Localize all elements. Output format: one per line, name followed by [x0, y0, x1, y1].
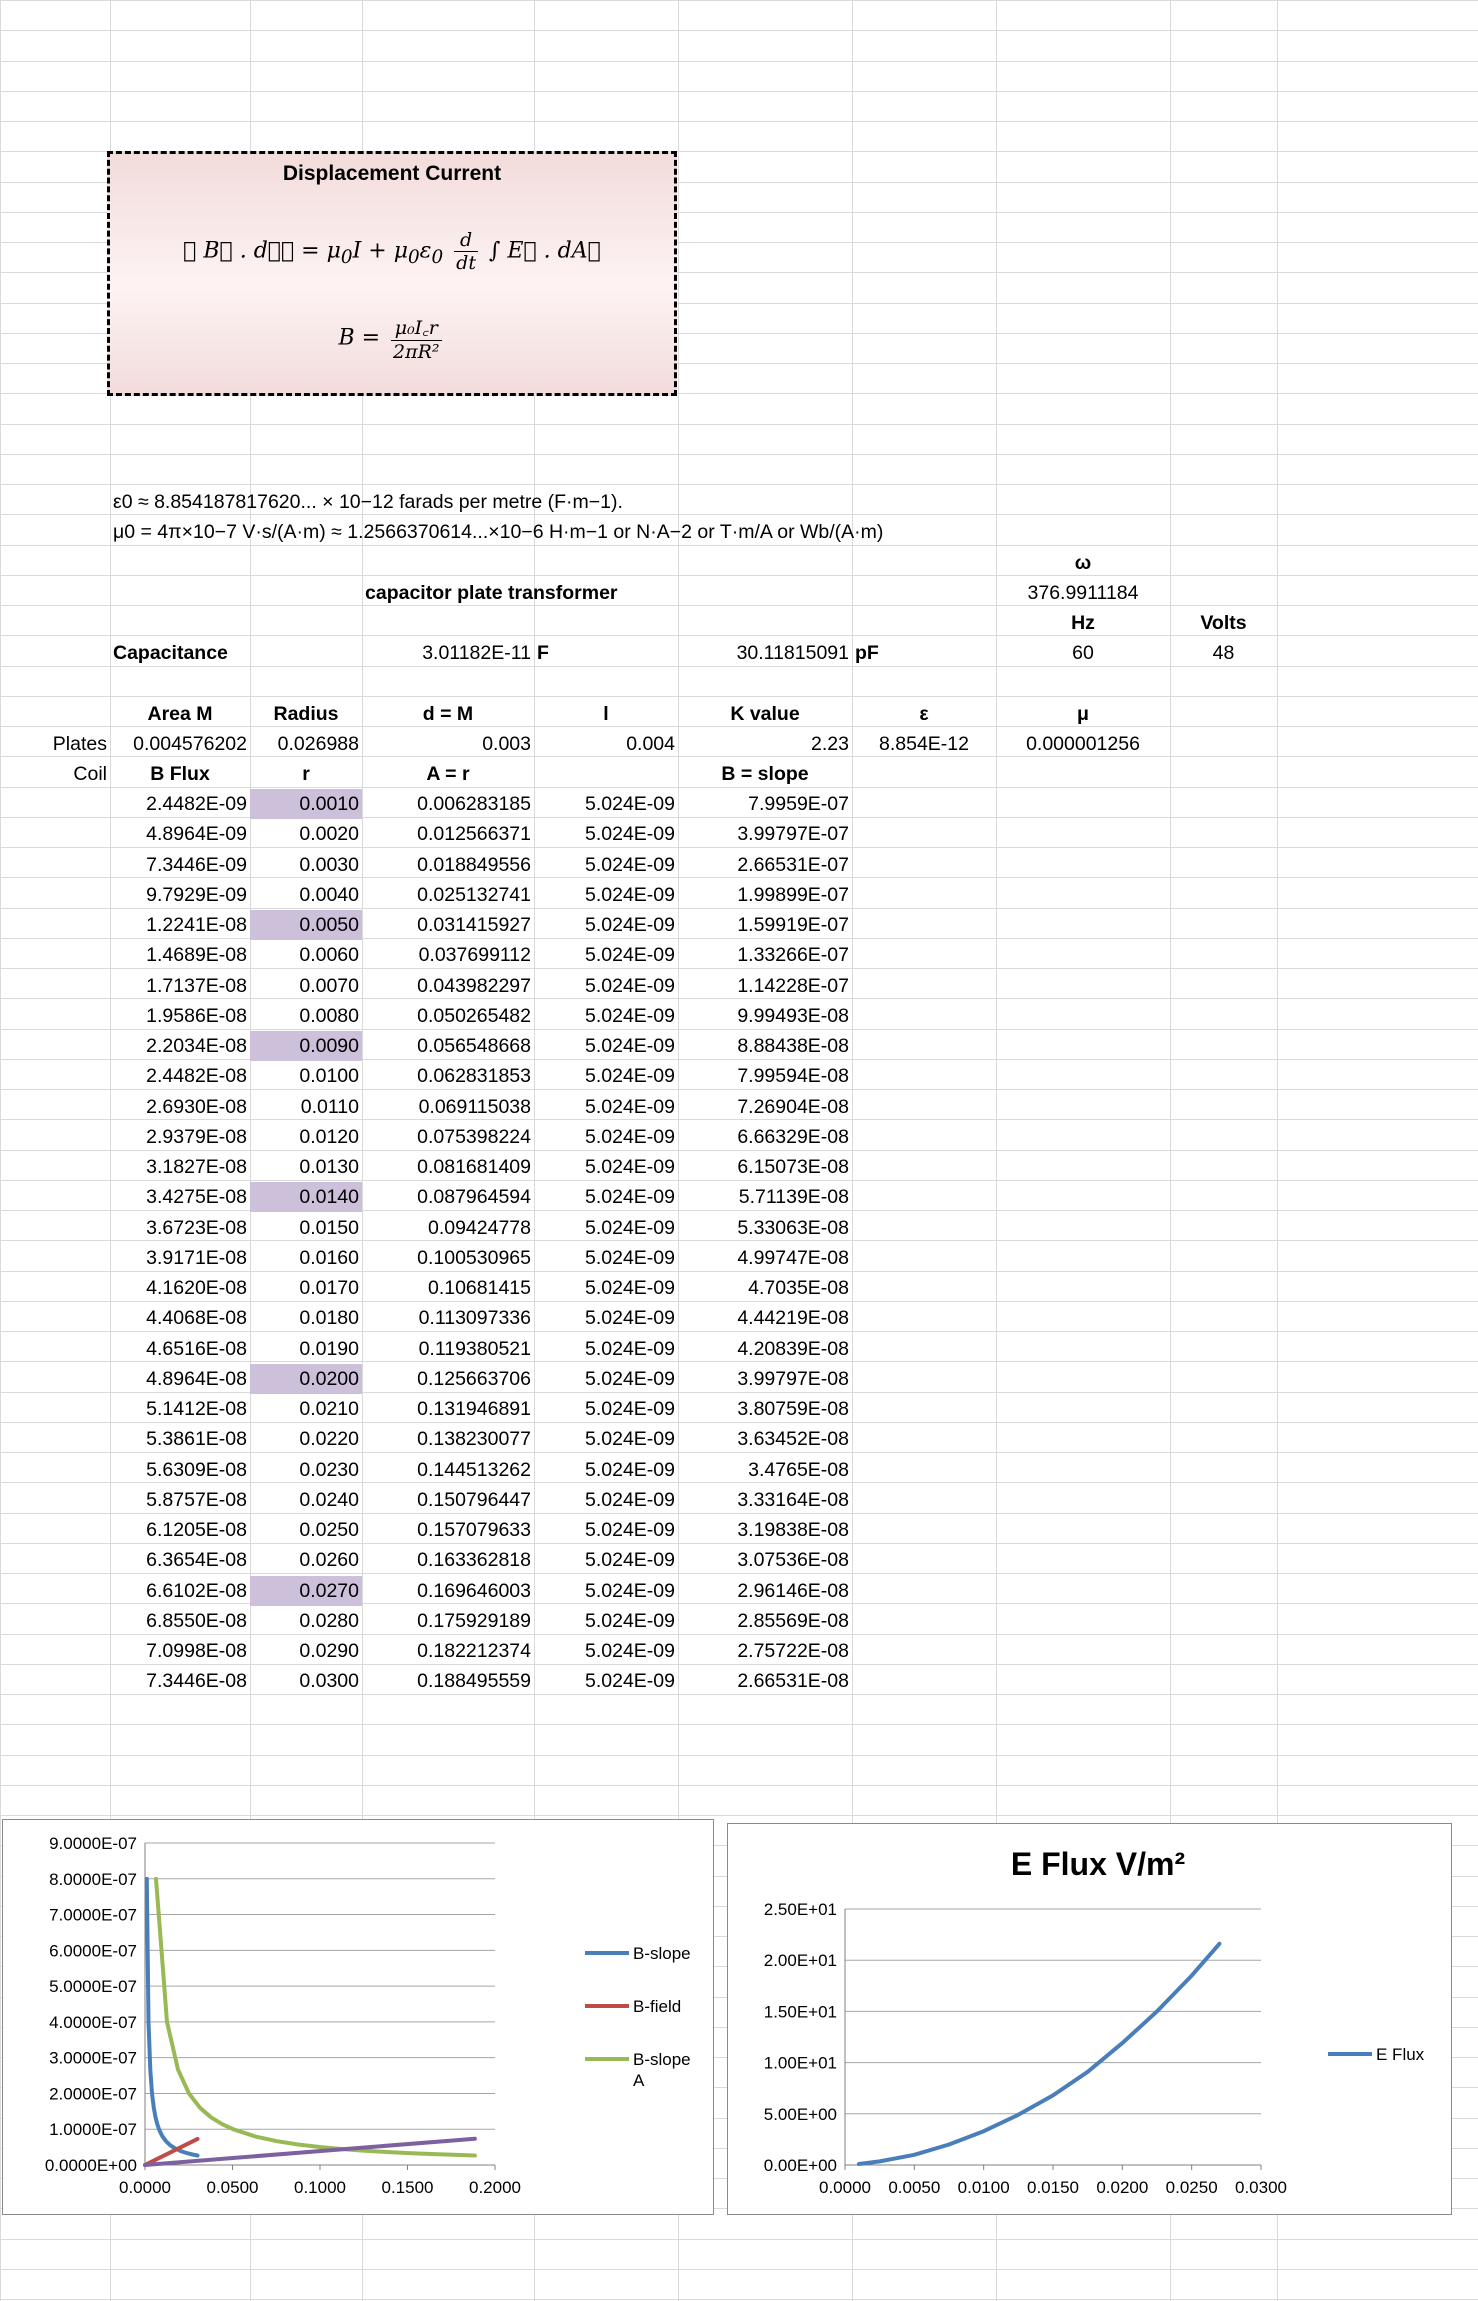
table-cell[interactable]: 4.6516E-08 [146, 1337, 247, 1360]
y-tick-label: 1.50E+01 [763, 2002, 837, 2022]
table-cell[interactable]: 0.0240 [299, 1488, 359, 1511]
eq2-left: B = [338, 325, 381, 351]
omega-label[interactable]: ω [1074, 552, 1092, 574]
table-cell[interactable]: 7.9959E-07 [748, 793, 849, 815]
plates-mu[interactable]: 0.000001256 [1026, 733, 1140, 755]
table-cell[interactable]: 5.024E-09 [585, 1609, 675, 1632]
table-cell[interactable]: 5.024E-09 [585, 1519, 675, 1541]
table-cell[interactable]: 0.131946891 [417, 1398, 531, 1420]
table-cell[interactable]: 5.024E-09 [585, 1035, 675, 1057]
table-cell[interactable]: 2.4482E-09 [146, 793, 247, 815]
table-cell[interactable]: 5.024E-09 [585, 1186, 675, 1209]
y-tick-label: 2.50E+01 [763, 1900, 837, 1919]
eq1-left: ∮ B⃗ . dℓ⃗ = μ [183, 238, 341, 264]
x-tick-label: 0.0250 [1165, 2178, 1218, 2197]
table-cell[interactable]: 5.8757E-08 [146, 1488, 247, 1511]
table-cell[interactable]: 0.069115038 [418, 1095, 531, 1118]
table-cell[interactable]: 4.8964E-08 [146, 1367, 247, 1390]
volts-label[interactable]: Volts [1200, 612, 1247, 634]
table-cell[interactable]: 0.100530965 [417, 1246, 531, 1269]
table-cell[interactable]: 2.2034E-08 [146, 1035, 247, 1057]
formula-textbox[interactable] [107, 151, 677, 396]
x-tick-label: 0.0050 [888, 2178, 941, 2197]
table-cell[interactable]: 2.96146E-08 [737, 1579, 849, 1602]
volts-value[interactable]: 48 [1212, 642, 1235, 664]
table-cell[interactable]: 5.024E-09 [585, 1095, 675, 1118]
chart-e-flux[interactable] [727, 1823, 1452, 2215]
table-cell[interactable]: 9.7929E-09 [146, 883, 247, 906]
table-cell[interactable]: 1.99899E-07 [737, 883, 849, 906]
table-cell[interactable]: 4.8964E-09 [146, 823, 247, 846]
table-cell[interactable]: 5.024E-09 [585, 853, 675, 876]
table-cell[interactable]: 0.075398224 [417, 1125, 531, 1148]
table-cell[interactable]: 0.081681409 [417, 1156, 531, 1178]
eq2-num: μ₀I꜀r [391, 314, 442, 341]
legend-label: B-field [633, 1997, 682, 2016]
col-k-header[interactable]: K value [730, 703, 800, 725]
col-bslope-header[interactable]: B = slope [721, 763, 809, 785]
table-cell[interactable]: 0.0100 [299, 1065, 359, 1088]
x-tick-label: 0.1000 [294, 2178, 346, 2197]
table-cell[interactable]: 0.169646003 [417, 1579, 531, 1602]
hz-value[interactable]: 60 [1072, 642, 1094, 664]
mu0-note[interactable]: μ0 = 4π×10−7 V·s/(A·m) ≈ 1.2566370614...×10−6 H·m−1 or N·A−2 or T·m/A or Wb/(A·m) [113, 521, 884, 543]
col-a-header[interactable]: A = r [426, 763, 470, 785]
table-cell[interactable]: 0.0130 [299, 1156, 359, 1178]
capacitance-unit[interactable]: F [537, 642, 549, 664]
table-cell[interactable]: 0.144513262 [417, 1458, 531, 1481]
table-cell[interactable]: 5.1412E-08 [146, 1398, 247, 1420]
eq1-right: ∫ E⃗ . dA⃗ [488, 238, 601, 264]
y-tick-label: 6.0000E-07 [49, 1941, 137, 1961]
table-cell[interactable]: 7.3446E-09 [146, 853, 247, 876]
col-bflux-header[interactable]: B Flux [150, 763, 210, 785]
x-tick-label: 0.1500 [381, 2178, 434, 2197]
x-tick-label: 0.0000 [119, 2178, 171, 2197]
table-cell[interactable]: 0.0040 [299, 883, 359, 906]
table-cell[interactable]: 0.0080 [299, 1004, 359, 1027]
series-line-0[interactable] [859, 1944, 1220, 2164]
table-cell[interactable]: 5.024E-09 [585, 944, 675, 967]
table-cell[interactable]: 0.113097336 [418, 1307, 531, 1330]
table-cell[interactable]: 0.125663706 [417, 1367, 531, 1390]
table-cell[interactable]: 2.75722E-08 [737, 1640, 849, 1662]
table-cell[interactable]: 0.0220 [299, 1428, 359, 1451]
table-cell[interactable]: 0.0050 [250, 910, 362, 940]
eq1-eps: ε [419, 238, 432, 264]
table-cell[interactable]: 4.7035E-08 [748, 1277, 849, 1299]
table-cell[interactable]: 4.1620E-08 [146, 1277, 247, 1299]
table-cell[interactable]: 5.024E-09 [585, 1004, 675, 1027]
table-cell[interactable]: 3.4765E-08 [748, 1458, 849, 1481]
table-cell[interactable]: 0.031415927 [417, 914, 531, 936]
table-cell[interactable]: 3.99797E-07 [737, 823, 849, 846]
table-cell[interactable]: 4.44219E-08 [737, 1307, 849, 1330]
hz-label[interactable]: Hz [1071, 612, 1095, 634]
eq2-fraction [391, 314, 442, 363]
plates-l[interactable]: 0.004 [626, 733, 675, 755]
table-cell[interactable]: 3.4275E-08 [146, 1186, 247, 1209]
x-tick-label: 0.0150 [1027, 2178, 1079, 2197]
table-cell[interactable]: 0.043982297 [417, 974, 531, 997]
table-cell[interactable]: 4.4068E-08 [146, 1307, 247, 1330]
legend-label: B-slope [633, 1944, 691, 1963]
col-epsilon-header[interactable]: ε [919, 703, 929, 725]
formula-title: Displacement Current [282, 162, 502, 185]
col-l-header[interactable]: l [603, 703, 609, 725]
legend-label: B-slope [633, 2050, 691, 2069]
table-cell[interactable]: 8.88438E-08 [737, 1035, 849, 1057]
table-cell[interactable]: 0.0190 [299, 1337, 359, 1360]
table-cell[interactable]: 0.0110 [300, 1095, 359, 1118]
plates-label[interactable]: Plates [52, 733, 107, 755]
table-cell[interactable]: 0.0170 [299, 1277, 359, 1299]
table-cell[interactable]: 6.3654E-08 [146, 1549, 247, 1572]
table-cell[interactable]: 0.037699112 [418, 944, 531, 967]
table-cell[interactable]: 0.0230 [299, 1458, 359, 1481]
x-tick-label: 0.0100 [957, 2178, 1010, 2197]
table-cell[interactable]: 0.09424778 [427, 1216, 531, 1239]
chart-title: E Flux V/m² [1010, 1846, 1186, 1882]
table-cell[interactable]: 2.66531E-08 [737, 1670, 849, 1693]
table-cell[interactable]: 0.188495559 [417, 1670, 531, 1693]
eq1-frac-den: dt [456, 252, 476, 274]
table-cell[interactable]: 1.33266E-07 [737, 944, 849, 967]
series-line-0[interactable] [147, 1879, 198, 2156]
table-cell[interactable]: 0.138230077 [417, 1428, 531, 1451]
table-cell[interactable]: 3.63452E-08 [737, 1428, 849, 1451]
table-cell[interactable]: 0.0010 [250, 789, 362, 819]
ampere-maxwell-equation [110, 229, 674, 274]
table-cell[interactable]: 0.0160 [299, 1246, 359, 1269]
table-cell[interactable]: 1.7137E-08 [146, 974, 247, 997]
table-cell[interactable]: 5.024E-09 [585, 974, 675, 997]
y-tick-label: 1.0000E-07 [49, 2120, 137, 2140]
table-cell[interactable]: 2.6930E-08 [146, 1095, 247, 1118]
table-cell[interactable]: 1.9586E-08 [146, 1004, 247, 1027]
table-cell[interactable]: 5.024E-09 [585, 1670, 675, 1693]
pf-unit[interactable]: pF [855, 642, 879, 664]
x-tick-label: 0.0200 [1096, 2178, 1149, 2197]
chart-e-flux-svg [728, 1824, 1453, 2216]
plates-d[interactable]: 0.003 [482, 733, 531, 755]
table-cell[interactable]: 0.062831853 [417, 1065, 531, 1088]
table-cell[interactable]: 5.024E-09 [585, 793, 675, 815]
y-tick-label: 2.00E+01 [763, 1951, 837, 1971]
eq1-mid: I + μ [352, 238, 408, 264]
y-tick-label: 8.0000E-07 [49, 1869, 137, 1889]
table-cell[interactable]: 0.0020 [299, 823, 359, 846]
table-cell[interactable]: 1.2241E-08 [146, 914, 247, 936]
y-tick-label: 0.0000E+00 [44, 2156, 137, 2175]
table-cell[interactable]: 2.9379E-08 [146, 1125, 247, 1148]
table-cell[interactable]: 4.20839E-08 [737, 1337, 849, 1360]
x-tick-label: 0.2000 [469, 2178, 521, 2197]
table-cell[interactable]: 5.024E-09 [585, 1216, 675, 1239]
table-cell[interactable]: 0.0290 [299, 1640, 359, 1662]
table-cell[interactable]: 5.6309E-08 [146, 1458, 247, 1481]
table-cell[interactable]: 4.99747E-08 [737, 1246, 849, 1269]
table-cell[interactable]: 0.10681415 [427, 1277, 531, 1299]
chart-b-field-svg [3, 1820, 715, 2216]
table-cell[interactable]: 5.024E-09 [585, 1488, 675, 1511]
table-cell[interactable]: 7.3446E-08 [146, 1670, 247, 1693]
table-cell[interactable]: 5.024E-09 [585, 1307, 675, 1330]
table-cell[interactable]: 0.006283185 [417, 793, 531, 815]
table-cell[interactable]: 5.024E-09 [585, 1337, 675, 1360]
eq1-sub: 0 [431, 246, 444, 268]
table-cell[interactable]: 0.025132741 [417, 883, 531, 906]
table-cell[interactable]: 5.024E-09 [585, 1640, 675, 1662]
table-cell[interactable]: 0.157079633 [417, 1519, 531, 1541]
legend-label: A [633, 2071, 645, 2090]
table-cell[interactable]: 0.012566371 [417, 823, 531, 846]
table-cell[interactable]: 6.66329E-08 [737, 1125, 849, 1148]
table-cell[interactable]: 0.0090 [250, 1031, 362, 1061]
col-mu-header[interactable]: μ [1077, 703, 1089, 725]
col-d-header[interactable]: d = M [422, 703, 474, 725]
table-cell[interactable]: 7.26904E-08 [737, 1095, 849, 1118]
table-cell[interactable]: 0.150796447 [417, 1488, 531, 1511]
coil-label[interactable]: Coil [73, 763, 107, 785]
plates-area[interactable]: 0.004576202 [133, 733, 247, 755]
table-cell[interactable]: 0.0280 [299, 1609, 359, 1632]
plates-epsilon[interactable]: 8.854E-12 [879, 733, 969, 755]
table-cell[interactable]: 5.024E-09 [585, 1277, 675, 1299]
capacitance-label[interactable]: Capacitance [113, 642, 228, 664]
table-cell[interactable]: 5.33063E-08 [737, 1216, 849, 1239]
table-cell[interactable]: 6.1205E-08 [146, 1519, 247, 1541]
x-tick-label: 0.0300 [1235, 2178, 1287, 2197]
table-cell[interactable]: 6.8550E-08 [146, 1609, 247, 1632]
legend-label: E Flux [1376, 2045, 1425, 2064]
series-line-2[interactable] [156, 1879, 475, 2156]
table-cell[interactable]: 1.4689E-08 [146, 944, 247, 967]
table-cell[interactable]: 0.0250 [299, 1519, 359, 1541]
table-cell[interactable]: 0.0180 [299, 1307, 359, 1330]
col-area-header[interactable]: Area M [147, 703, 213, 725]
table-cell[interactable]: 3.19838E-08 [737, 1519, 849, 1541]
table-cell[interactable]: 0.175929189 [417, 1609, 531, 1632]
table-cell[interactable]: 3.6723E-08 [146, 1216, 247, 1239]
eq1-fraction [454, 229, 478, 274]
table-cell[interactable]: 3.33164E-08 [737, 1488, 849, 1511]
table-cell[interactable]: 2.85569E-08 [737, 1609, 849, 1632]
b-field-equation [110, 314, 674, 363]
table-cell[interactable]: 0.0060 [299, 944, 359, 967]
table-cell[interactable]: 5.024E-09 [585, 1367, 675, 1390]
table-cell[interactable]: 0.0140 [250, 1182, 362, 1212]
omega-value[interactable]: 376.9911184 [1027, 582, 1139, 604]
eq1-sub: 0 [340, 246, 353, 268]
table-cell[interactable]: 5.024E-09 [585, 823, 675, 846]
table-cell[interactable]: 5.024E-09 [585, 1579, 675, 1602]
table-cell[interactable]: 0.087964594 [417, 1186, 531, 1209]
y-tick-label: 3.0000E-07 [49, 2048, 137, 2068]
plates-k[interactable]: 2.23 [811, 733, 849, 755]
y-tick-label: 1.00E+01 [763, 2053, 837, 2073]
table-cell[interactable]: 7.99594E-08 [737, 1065, 849, 1088]
table-cell[interactable]: 0.182212374 [417, 1640, 531, 1662]
table-cell[interactable]: 5.024E-09 [585, 1125, 675, 1148]
col-r-header[interactable]: r [302, 763, 310, 785]
table-cell[interactable]: 5.024E-09 [585, 1458, 675, 1481]
table-cell[interactable]: 0.119380521 [418, 1337, 531, 1360]
table-cell[interactable]: 5.024E-09 [585, 1428, 675, 1451]
y-tick-label: 2.0000E-07 [49, 2084, 137, 2104]
eq1-sub: 0 [408, 246, 420, 268]
table-cell[interactable]: 5.71139E-08 [738, 1186, 849, 1209]
table-cell[interactable]: 5.024E-09 [585, 1549, 675, 1572]
eq1-frac-num: d [454, 229, 478, 252]
y-tick-label: 5.00E+00 [763, 2104, 837, 2124]
table-cell[interactable]: 3.99797E-08 [737, 1367, 849, 1390]
table-cell[interactable]: 0.0200 [250, 1364, 362, 1394]
epsilon0-note[interactable]: ε0 ≈ 8.854187817620... × 10−12 farads per metre (F·m−1). [113, 491, 623, 513]
x-tick-label: 0.0000 [819, 2178, 871, 2197]
table-cell[interactable]: 5.024E-09 [585, 914, 675, 936]
plates-radius[interactable]: 0.026988 [277, 733, 359, 755]
table-cell[interactable]: 5.024E-09 [585, 1246, 675, 1269]
table-cell[interactable]: 3.07536E-08 [737, 1549, 849, 1572]
capacitance-pf[interactable]: 30.11815091 [736, 642, 849, 664]
table-cell[interactable]: 5.3861E-08 [146, 1428, 247, 1451]
y-tick-label: 5.0000E-07 [49, 1977, 137, 1997]
table-cell[interactable]: 7.0998E-08 [146, 1640, 247, 1662]
table-cell[interactable]: 0.0120 [299, 1125, 359, 1148]
table-cell[interactable]: 0.0150 [299, 1216, 359, 1239]
table-cell[interactable]: 0.0210 [299, 1398, 359, 1420]
table-cell[interactable]: 5.024E-09 [585, 883, 675, 906]
y-tick-label: 9.0000E-07 [49, 1834, 137, 1853]
table-cell[interactable]: 1.14228E-07 [737, 974, 849, 997]
table-cell[interactable]: 0.0260 [299, 1549, 359, 1572]
table-cell[interactable]: 0.0270 [250, 1576, 362, 1606]
table-cell[interactable]: 2.4482E-08 [146, 1065, 247, 1088]
y-tick-label: 0.00E+00 [763, 2156, 837, 2175]
eq2-den: 2πR² [393, 341, 440, 363]
table-cell[interactable]: 1.59919E-07 [737, 914, 849, 936]
capacitance-value[interactable]: 3.01182E-11 [422, 642, 531, 664]
table-cell[interactable]: 3.1827E-08 [146, 1156, 247, 1178]
table-cell[interactable]: 5.024E-09 [585, 1065, 675, 1088]
table-cell[interactable]: 0.050265482 [417, 1004, 531, 1027]
y-tick-label: 4.0000E-07 [49, 2012, 137, 2032]
table-cell[interactable]: 5.024E-09 [585, 1156, 675, 1178]
x-tick-label: 0.0500 [206, 2178, 259, 2197]
table-cell[interactable]: 6.15073E-08 [737, 1156, 849, 1178]
sheet-title[interactable]: capacitor plate transformer [365, 582, 618, 604]
table-cell[interactable]: 2.66531E-07 [737, 853, 849, 876]
y-tick-label: 7.0000E-07 [49, 1905, 137, 1925]
table-cell[interactable]: 9.99493E-08 [737, 1004, 849, 1027]
table-cell[interactable]: 5.024E-09 [585, 1398, 675, 1420]
table-cell[interactable]: 0.0030 [299, 853, 359, 876]
table-cell[interactable]: 0.0300 [299, 1670, 359, 1693]
table-cell[interactable]: 6.6102E-08 [146, 1579, 247, 1602]
col-radius-header[interactable]: Radius [273, 703, 339, 725]
table-cell[interactable]: 0.056548668 [417, 1035, 531, 1057]
table-cell[interactable]: 0.0070 [299, 974, 359, 997]
table-cell[interactable]: 3.9171E-08 [146, 1246, 247, 1269]
table-cell[interactable]: 0.163362818 [417, 1549, 531, 1572]
chart-b-field[interactable] [2, 1819, 714, 2215]
table-cell[interactable]: 3.80759E-08 [737, 1398, 849, 1420]
table-cell[interactable]: 0.018849556 [417, 853, 531, 876]
